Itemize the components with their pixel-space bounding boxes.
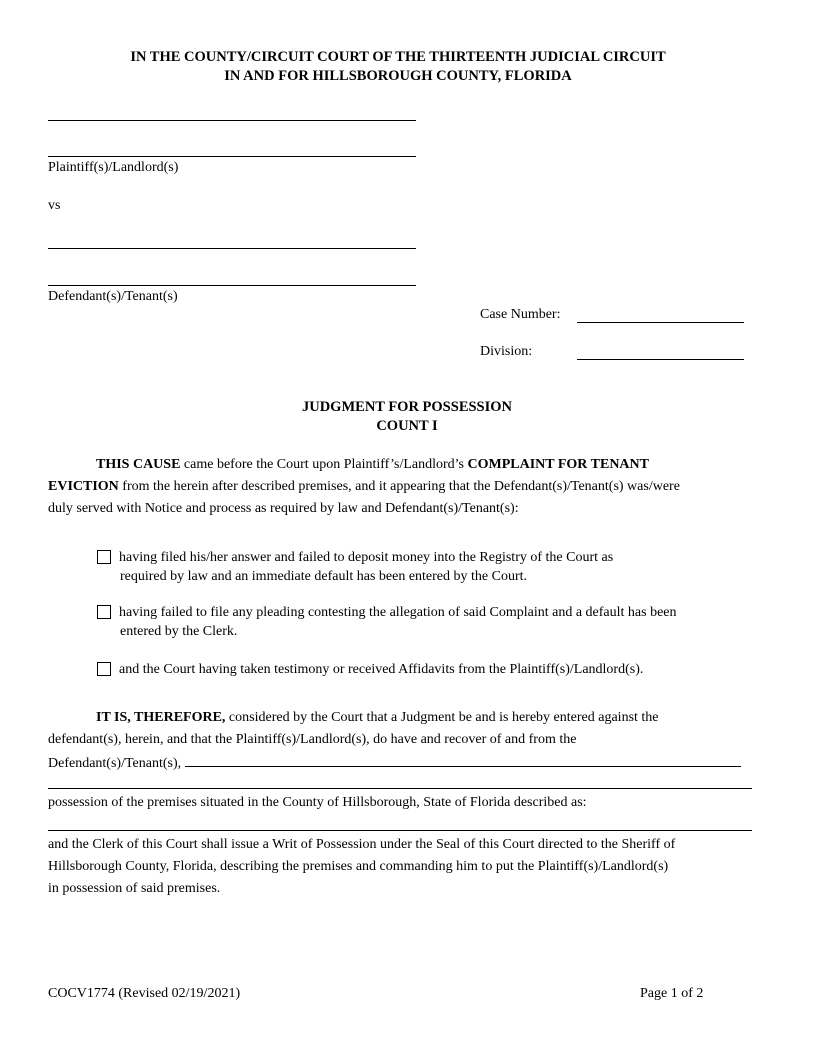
intro-paragraph (48, 454, 778, 520)
plaintiff-name-line-2[interactable] (48, 156, 416, 157)
defendant-name-line-1[interactable] (48, 248, 416, 249)
defendant-label: Defendant(s)/Tenant(s) (48, 289, 178, 304)
option-2-line-1: having failed to file any pleading contesting the allegation of said Complaint and a default has been (119, 605, 677, 620)
document-title-line-1: JUDGMENT FOR POSSESSION (301, 399, 513, 415)
division-row (480, 343, 532, 361)
judgment-line-2: defendant(s), herein, and that the Plaintiff(s)/Landlord(s), do have and recover of and from the (48, 732, 577, 747)
intro-complaint-1: COMPLAINT FOR TENANT (467, 457, 649, 472)
possession-text: possession of the premises situated in the County of Hillsborough, State of Florida described as: (48, 795, 587, 810)
option-3-line-1: and the Court having taken testimony or received Affidavits from the Plaintiff(s)/Landlord(s). (119, 662, 644, 677)
division-field[interactable] (577, 359, 744, 360)
clerk-paragraph (48, 834, 778, 900)
judgment-paragraph (48, 707, 778, 775)
defendant-tenant-label: Defendant(s)/Tenant(s), (48, 756, 182, 771)
page-number: Page 1 of 2 (640, 986, 704, 1001)
option-1-line-2: required by law and an immediate default has been entered by the Court. (120, 569, 528, 584)
option-1-line-1: having filed his/her answer and failed to deposit money into the Registry of the Court as (119, 550, 614, 565)
intro-line-2 (48, 476, 778, 498)
judgment-text-1: considered by the Court that a Judgment be and is hereby entered against the (225, 710, 659, 725)
court-heading-line-1: IN THE COUNTY/CIRCUIT COURT OF THE THIRTEENTH JUDICIAL CIRCUIT (130, 49, 666, 65)
judgment-line-3 (48, 751, 778, 775)
option-testimony-checkbox[interactable] (97, 662, 111, 676)
form-id: COCV1774 (Revised 02/19/2021) (48, 986, 241, 1001)
intro-line-1 (48, 454, 778, 476)
versus-label: vs (48, 198, 61, 213)
defendant-continuation-line[interactable] (48, 788, 752, 789)
option-no-pleading-checkbox[interactable] (97, 605, 111, 619)
judgment-bold-lead: IT IS, THEREFORE, (96, 710, 226, 725)
option-2-line-2: entered by the Clerk. (120, 624, 238, 639)
intro-complaint-2: EVICTION (48, 479, 119, 494)
intro-text-2: from the herein after described premises, and it appearing that the Defendant(s)/Tenant(s) was/were (118, 479, 680, 494)
option-answer-filed-checkbox[interactable] (97, 550, 111, 564)
intro-bold-lead: THIS CAUSE (96, 457, 181, 472)
option-testimony (97, 660, 777, 679)
plaintiff-name-line-1[interactable] (48, 120, 416, 121)
judgment-line-1 (48, 707, 778, 729)
option-no-pleading (97, 603, 777, 641)
clerk-line-1: and the Clerk of this Court shall issue a Writ of Possession under the Seal of this Court directed to the Sheriff of (48, 837, 676, 852)
defendant-name-line-2[interactable] (48, 285, 416, 286)
option-answer-filed (97, 548, 777, 586)
clerk-line-3: in possession of said premises. (48, 881, 221, 896)
document-title (48, 398, 766, 436)
division-label: Division: (480, 344, 533, 359)
case-number-field[interactable] (577, 322, 744, 323)
case-number-label: Case Number: (480, 307, 561, 322)
defendant-tenant-field[interactable] (185, 751, 741, 767)
document-title-line-2: COUNT I (376, 418, 438, 434)
premises-description-line[interactable] (48, 830, 752, 831)
court-heading-line-2: IN AND FOR HILLSBOROUGH COUNTY, FLORIDA (224, 68, 572, 84)
plaintiff-label: Plaintiff(s)/Landlord(s) (48, 160, 179, 175)
case-number-row (480, 306, 560, 324)
court-heading (48, 48, 748, 86)
clerk-line-2: Hillsborough County, Florida, describing the premises and commanding him to put the Plaintiff(s)/Landlord(s) (48, 859, 669, 874)
intro-text-1: came before the Court upon Plaintiff’s/Landlord’s (180, 457, 468, 472)
intro-line-3: duly served with Notice and process as required by law and Defendant(s)/Tenant(s): (48, 501, 519, 516)
